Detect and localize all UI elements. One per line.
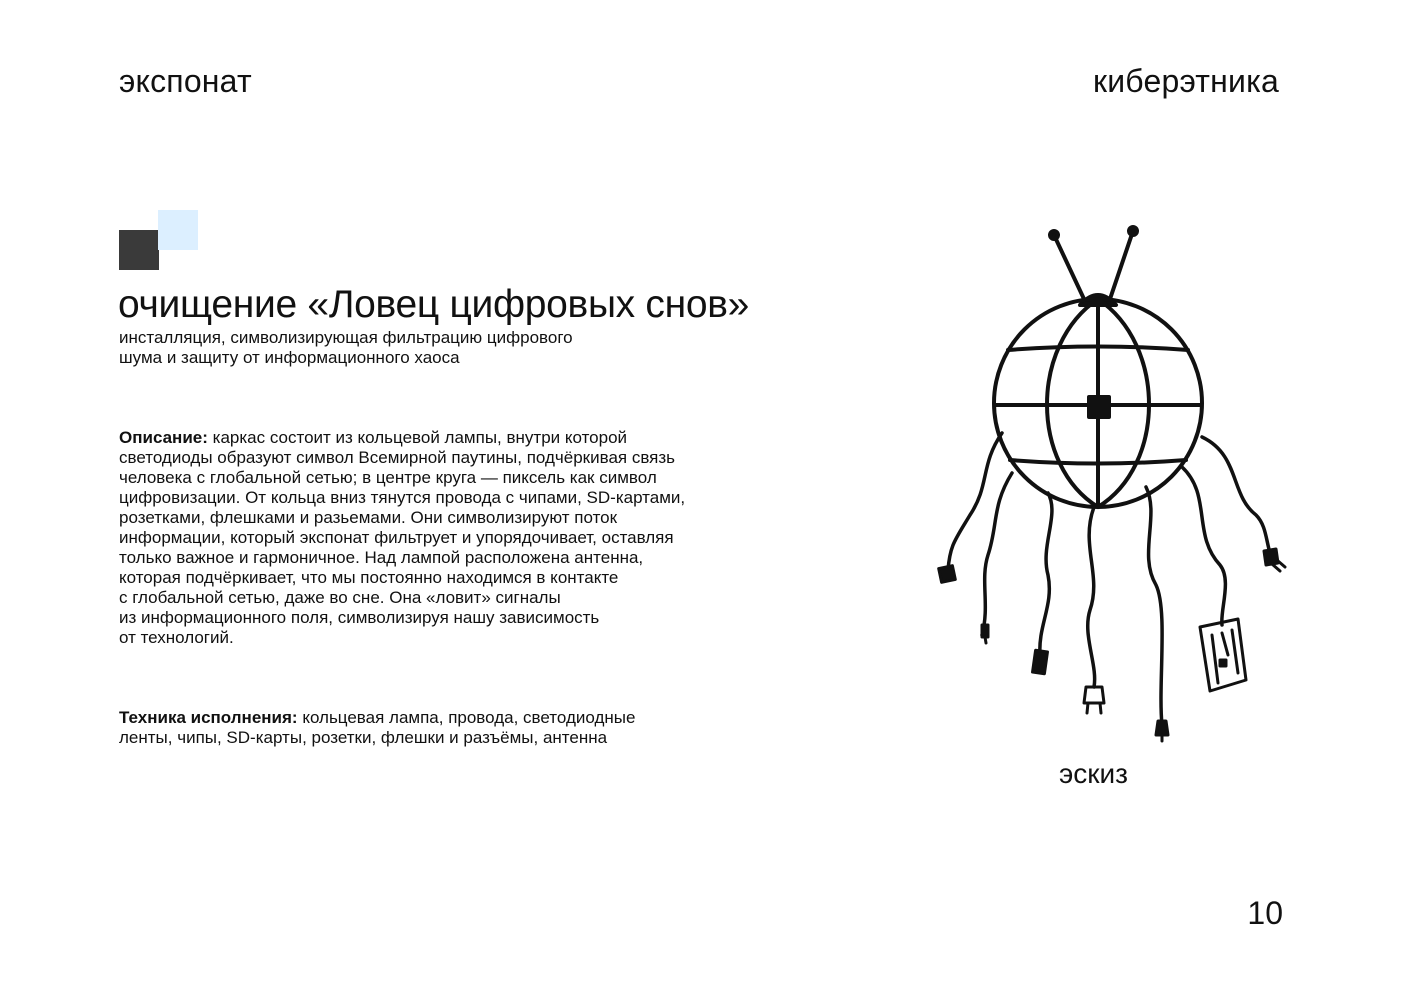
- description-line: человека с глобальной сетью; в центре круга — пиксель как символ: [119, 468, 657, 487]
- technique-text: кольцевая лампа, провода, светодиодные: [297, 708, 636, 727]
- sketch-caption: эскиз: [1059, 758, 1129, 789]
- technique-paragraph: [119, 708, 739, 748]
- description-line: от технологий.: [119, 628, 234, 647]
- description-line: которая подчёркивает, что мы постоянно находимся в контакте: [119, 568, 619, 587]
- subtitle-line: инсталляция, символизирующая фильтрацию цифрового: [119, 328, 573, 347]
- description-text: каркас состоит из кольцевой лампы, внутри которой: [207, 428, 628, 447]
- description-line: розетками, флешками и разьемами. Они символизируют поток: [119, 508, 618, 527]
- description-paragraph: [119, 428, 739, 648]
- header-project-title: киберэтника: [1093, 63, 1279, 99]
- connectors-icon: [939, 549, 1285, 741]
- exhibit-subtitle: [119, 328, 639, 368]
- technique-line: ленты, чипы, SD-карты, розетки, флешки и разъёмы, антенна: [119, 728, 608, 747]
- description-line: [119, 428, 739, 448]
- decor-square-light: [158, 210, 198, 250]
- exhibit-title: очищение «Ловец цифровых снов»: [118, 283, 750, 326]
- technique-line: [119, 708, 739, 728]
- antenna-icon: [1050, 227, 1137, 305]
- header-section-label: экспонат: [119, 63, 252, 99]
- decor-square-dark: [119, 230, 159, 270]
- page-number: 10: [1247, 895, 1283, 931]
- globe-ring-icon: [994, 299, 1202, 507]
- description-line: из информационного поля, символизируя нашу зависимость: [119, 608, 600, 627]
- technique-label: Техника исполнения:: [119, 708, 298, 727]
- description-label: Описание:: [119, 428, 208, 447]
- description-line: информации, который экспонат фильтрует и упорядочивает, оставляя: [119, 528, 674, 547]
- description-line: с глобальной сетью, даже во сне. Она «ловит» сигналы: [119, 588, 561, 607]
- description-line: только важное и гармоничное. Над лампой расположена антенна,: [119, 548, 644, 567]
- subtitle-line: шума и защиту от информационного хаоса: [119, 348, 460, 367]
- wires-icon: [948, 433, 1270, 725]
- description-line: цифровизации. От кольца вниз тянутся провода с чипами, SD-картами,: [119, 488, 686, 507]
- dreamcatcher-sketch-illustration: [920, 215, 1300, 755]
- description-line: светодиоды образуют символ Всемирной паутины, подчёркивая связь: [119, 448, 676, 467]
